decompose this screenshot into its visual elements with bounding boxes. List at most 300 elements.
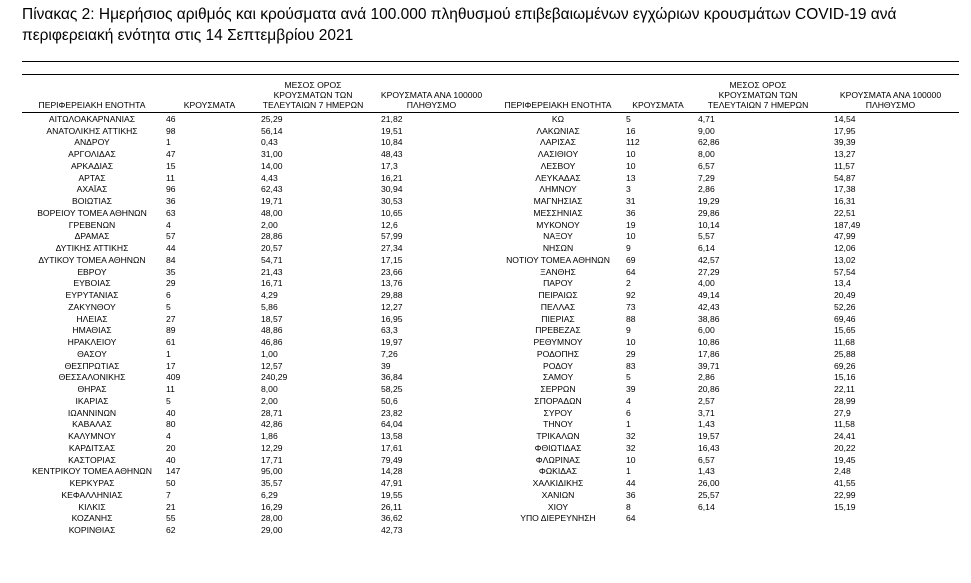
header-avg7-left: ΜΕΣΟΣ ΟΡΟΣ ΚΡΟΥΣΜΑΤΩΝ ΤΩΝ ΤΕΛΕΥΤΑΙΩΝ 7 ΗΜΕΡΩΝ: [257, 80, 369, 113]
unit-cell-right: ΠΑΡΟΥ: [543, 278, 573, 289]
per100k-cell-left: 7,26: [381, 348, 398, 359]
table-row: [22, 325, 959, 337]
header-cases-left: ΚΡΟΥΣΜΑΤΑ: [162, 80, 257, 113]
avg7-cell-left: 42,86: [261, 419, 283, 430]
unit-cell-right: ΦΛΩΡΙΝΑΣ: [535, 454, 581, 465]
avg7-cell-right: 10,86: [698, 337, 720, 348]
unit-cell-left: ΔΡΑΜΑΣ: [74, 231, 110, 242]
unit-cell-left: ΚΑΡΔΙΤΣΑΣ: [68, 442, 116, 453]
unit-cell-left: ΑΧΑΪΑΣ: [76, 184, 108, 195]
avg7-cell-left: 54,71: [261, 254, 283, 265]
cases-cell-left: 20: [166, 442, 176, 453]
per100k-cell-left: 30,53: [381, 196, 403, 207]
table-row: [22, 407, 959, 419]
per100k-cell-right: 69,46: [834, 313, 856, 324]
per100k-cell-left: 27,34: [381, 243, 403, 254]
per100k-cell-right: 20,22: [834, 442, 856, 453]
cases-cell-left: 5: [166, 301, 171, 312]
avg7-cell-right: 20,86: [698, 384, 720, 395]
avg7-cell-left: 28,71: [261, 407, 283, 418]
unit-cell-right: ΦΩΚΙΔΑΣ: [538, 466, 578, 477]
table-row: [22, 513, 959, 525]
unit-cell-right: ΝΗΣΩΝ: [542, 243, 574, 254]
avg7-cell-right: 5,57: [698, 231, 715, 242]
unit-cell-right: ΣΠΟΡΑΔΩΝ: [534, 395, 582, 406]
per100k-cell-left: 50,6: [381, 395, 398, 406]
avg7-cell-left: 25,29: [261, 113, 283, 124]
cases-cell-left: 21: [166, 501, 176, 512]
unit-cell-right: ΦΘΙΩΤΙΔΑΣ: [534, 442, 582, 453]
per100k-cell-left: 14,28: [381, 466, 403, 477]
per100k-cell-right: 22,11: [834, 384, 855, 395]
table-header-row: [22, 80, 959, 113]
cases-cell-right: 39: [626, 384, 636, 395]
table-caption: Πίνακας 2: Ημερήσιος αριθμός και κρούσματα ανά 100.000 πληθυσμού επιβεβαιωμένων εγχώριων κρουσμάτων COVID-19 ανά περιφερειακή ενότητα στις 14 Σεπτεμβρίου 2021: [22, 6, 897, 44]
cases-cell-right: 10: [626, 454, 636, 465]
per100k-cell-left: 23,82: [381, 407, 403, 418]
cases-cell-left: 29: [166, 278, 176, 289]
cases-cell-right: 19: [626, 219, 636, 230]
unit-cell-left: ΑΡΓΟΛΙΔΑΣ: [68, 149, 116, 160]
table-row: [22, 172, 959, 184]
per100k-cell-right: 187,49: [834, 219, 861, 230]
cases-cell-left: 47: [166, 149, 176, 160]
table-row: [22, 125, 959, 137]
avg7-cell-left: 17,71: [261, 454, 283, 465]
cases-cell-left: 11: [166, 384, 175, 395]
header-unit-right: ΠΕΡΙΦΕΡΕΙΑΚΗ ΕΝΟΤΗΤΑ: [494, 80, 622, 113]
table-row: [22, 348, 959, 360]
unit-cell-left: ΕΥΒΟΙΑΣ: [73, 278, 111, 289]
per100k-cell-right: 27,9: [834, 407, 851, 418]
unit-cell-right: ΠΙΕΡΙΑΣ: [541, 313, 575, 324]
per100k-cell-right: 13,4: [834, 278, 851, 289]
avg7-cell-left: 29,00: [261, 525, 283, 536]
avg7-cell-right: 42,43: [698, 301, 720, 312]
cases-cell-right: 10: [626, 160, 636, 171]
per100k-cell-left: 26,11: [381, 501, 402, 512]
cases-cell-left: 147: [166, 466, 181, 477]
avg7-cell-right: 7,29: [698, 172, 715, 183]
per100k-cell-left: 57,99: [381, 231, 403, 242]
cases-cell-right: 10: [626, 337, 636, 348]
avg7-cell-right: [694, 513, 822, 525]
avg7-cell-right: 2,86: [698, 184, 715, 195]
per100k-cell-left: 79,49: [381, 454, 403, 465]
cases-cell-right: 29: [626, 348, 636, 359]
per100k-cell-right: 12,06: [834, 243, 856, 254]
avg7-cell-right: 39,71: [698, 360, 720, 371]
per100k-cell-right: 25,88: [834, 348, 856, 359]
avg7-cell-left: 5,86: [261, 301, 278, 312]
cases-cell-right: [622, 524, 694, 536]
table-row: [22, 466, 959, 478]
table-row: [22, 301, 959, 313]
avg7-cell-left: 6,29: [261, 489, 278, 500]
unit-cell-left: ΑΡΤΑΣ: [78, 172, 106, 183]
avg7-cell-right: 6,14: [698, 501, 715, 512]
per100k-cell-left: 12,6: [381, 219, 398, 230]
table-row: [22, 219, 959, 231]
avg7-cell-left: 46,86: [261, 337, 283, 348]
header-per100k-left: ΚΡΟΥΣΜΑΤΑ ΑΝΑ 100000 ΠΛΗΘΥΣΜΟ: [369, 80, 494, 113]
cases-cell-right: 73: [626, 301, 636, 312]
cases-cell-left: 44: [166, 243, 176, 254]
unit-cell-left: ΚΟΡΙΝΘΙΑΣ: [68, 525, 116, 536]
table-row: [22, 184, 959, 196]
per100k-cell-left: 29,88: [381, 290, 403, 301]
cases-cell-left: 6: [166, 290, 171, 301]
avg7-cell-left: 28,86: [261, 231, 283, 242]
unit-cell-right: ΛΑΡΙΣΑΣ: [540, 137, 576, 148]
avg7-cell-right: 49,14: [698, 290, 720, 301]
cases-cell-right: 8: [626, 501, 631, 512]
per100k-cell-left: 47,91: [381, 478, 403, 489]
per100k-cell-left: 10,65: [381, 207, 403, 218]
per100k-cell-right: 16,31: [834, 196, 856, 207]
cases-cell-left: 5: [166, 395, 171, 406]
avg7-cell-right: 10,14: [698, 219, 720, 230]
cases-cell-left: 409: [166, 372, 181, 383]
header-avg7-right: ΜΕΣΟΣ ΟΡΟΣ ΚΡΟΥΣΜΑΤΩΝ ΤΩΝ ΤΕΛΕΥΤΑΙΩΝ 7 ΗΜΕΡΩΝ: [694, 80, 822, 113]
unit-cell-right: ΧΑΝΙΩΝ: [541, 489, 575, 500]
avg7-cell-left: 12,57: [261, 360, 283, 371]
avg7-cell-right: 8,00: [698, 149, 715, 160]
per100k-cell-right: 19,45: [834, 454, 856, 465]
header-cases-right: ΚΡΟΥΣΜΑΤΑ: [622, 80, 694, 113]
unit-cell-left: ΒΟΙΩΤΙΑΣ: [72, 196, 112, 207]
avg7-cell-right: 2,57: [698, 395, 715, 406]
avg7-cell-left: 1,86: [261, 431, 278, 442]
unit-cell-left: ΙΩΑΝΝΙΝΩΝ: [67, 407, 117, 418]
cases-cell-right: 4: [626, 395, 631, 406]
avg7-cell-right: 4,00: [698, 278, 715, 289]
cases-cell-left: 11: [166, 172, 175, 183]
unit-cell-right: ΠΕΛΛΑΣ: [540, 301, 576, 312]
per100k-cell-left: 21,82: [381, 113, 403, 124]
unit-cell-right: ΚΩ: [551, 113, 565, 124]
cases-cell-right: 112: [626, 137, 640, 148]
unit-cell-left: ΚΟΖΑΝΗΣ: [71, 513, 113, 524]
unit-cell-left: ΗΜΑΘΙΑΣ: [72, 325, 112, 336]
per100k-cell-right: 11,58: [834, 419, 855, 430]
unit-cell-right: ΛΑΣΙΘΙΟΥ: [537, 149, 579, 160]
per100k-cell-right: 41,55: [834, 478, 856, 489]
avg7-cell-left: 56,14: [261, 125, 283, 136]
per100k-cell-left: 10,84: [381, 137, 403, 148]
avg7-cell-left: 16,29: [261, 501, 283, 512]
per100k-cell-right: 13,02: [834, 254, 856, 265]
per100k-cell-right: 15,16: [834, 372, 856, 383]
unit-cell-left: ΕΒΡΟΥ: [77, 266, 107, 277]
avg7-cell-right: 3,71: [698, 407, 715, 418]
unit-cell-left: ΗΛΕΙΑΣ: [76, 313, 108, 324]
per100k-cell-right: 22,99: [834, 489, 856, 500]
per100k-cell-left: 39: [381, 360, 391, 371]
per100k-cell-right: 2,48: [834, 466, 851, 477]
per100k-cell-right: 11,68: [834, 337, 855, 348]
unit-cell-left: ΘΗΡΑΣ: [77, 384, 107, 395]
cases-cell-right: 2: [626, 278, 631, 289]
table-row: [22, 242, 959, 254]
per100k-cell-left: 36,62: [381, 513, 403, 524]
cases-cell-right: 88: [626, 313, 636, 324]
cases-cell-left: 27: [166, 313, 176, 324]
avg7-cell-left: 31,00: [261, 149, 283, 160]
avg7-cell-left: 48,86: [261, 325, 283, 336]
table-row: [22, 430, 959, 442]
avg7-cell-left: 95,00: [261, 466, 283, 477]
table-row: [22, 360, 959, 372]
cases-cell-left: 17: [166, 360, 176, 371]
table-row: [22, 278, 959, 290]
cases-table: [22, 80, 959, 536]
unit-cell-left: ΑΙΤΩΛΟΑΚΑΡΝΑΝΙΑΣ: [48, 113, 136, 124]
per100k-cell-right: 11,57: [834, 160, 855, 171]
cases-cell-right: 3: [626, 184, 631, 195]
avg7-cell-left: 14,00: [261, 160, 283, 171]
cases-cell-left: 80: [166, 419, 176, 430]
cases-cell-left: 36: [166, 196, 176, 207]
avg7-cell-left: 28,00: [261, 513, 283, 524]
per100k-cell-right: 54,87: [834, 172, 856, 183]
avg7-cell-right: [694, 524, 822, 536]
table-row: [22, 289, 959, 301]
per100k-cell-right: 14,54: [834, 113, 856, 124]
unit-cell-right: ΣΕΡΡΩΝ: [540, 384, 576, 395]
avg7-cell-right: 42,57: [698, 254, 720, 265]
unit-cell-left: ΕΥΡΥΤΑΝΙΑΣ: [65, 290, 119, 301]
per100k-cell-left: 19,97: [381, 337, 403, 348]
per100k-cell-left: 16,21: [381, 172, 403, 183]
avg7-cell-right: 19,29: [698, 196, 720, 207]
table-row: [22, 137, 959, 149]
unit-cell-left: ΘΕΣΣΑΛΟΝΙΚΗΣ: [58, 372, 126, 383]
cases-cell-right: 69: [626, 254, 636, 265]
header-rule: [22, 74, 959, 75]
cases-cell-right: 10: [626, 231, 636, 242]
table-row: [22, 454, 959, 466]
avg7-cell-left: 18,57: [261, 313, 283, 324]
per100k-cell-right: 15,65: [834, 325, 856, 336]
unit-cell-left: ΗΡΑΚΛΕΙΟΥ: [67, 337, 117, 348]
per100k-cell-right: [822, 513, 959, 525]
avg7-cell-right: 2,86: [698, 372, 715, 383]
cases-cell-right: 83: [626, 360, 636, 371]
cases-cell-right: 32: [626, 431, 636, 442]
avg7-cell-left: 1,00: [261, 348, 278, 359]
per100k-cell-left: 23,66: [381, 266, 403, 277]
table-row: [22, 383, 959, 395]
unit-cell-left: ΒΟΡΕΙΟΥ ΤΟΜΕΑ ΑΘΗΝΩΝ: [37, 207, 147, 218]
unit-cell-right: ΣΑΜΟΥ: [542, 372, 574, 383]
cases-cell-left: 63: [166, 207, 176, 218]
cases-cell-left: 40: [166, 407, 176, 418]
per100k-cell-right: 69,26: [834, 360, 856, 371]
avg7-cell-left: 62,43: [261, 184, 283, 195]
avg7-cell-right: 1,43: [698, 466, 715, 477]
unit-cell-left: ΑΡΚΑΔΙΑΣ: [70, 160, 114, 171]
top-rule: [22, 61, 959, 62]
avg7-cell-right: 17,86: [698, 348, 720, 359]
unit-cell-right: ΧΙΟΥ: [547, 501, 569, 512]
cases-cell-right: 9: [626, 325, 631, 336]
unit-cell-right: ΠΡΕΒΕΖΑΣ: [535, 325, 581, 336]
header-per100k-right: ΚΡΟΥΣΜΑΤΑ ΑΝΑ 100000 ΠΛΗΘΥΣΜΟ: [822, 80, 959, 113]
per100k-cell-right: 47,99: [834, 231, 856, 242]
unit-cell-right: ΜΑΓΝΗΣΙΑΣ: [533, 196, 583, 207]
table-row: [22, 372, 959, 384]
unit-cell-right: ΥΠΟ ΔΙΕΡΕΥΝΗΣΗ: [520, 513, 596, 524]
avg7-cell-right: 19,57: [698, 431, 720, 442]
cases-cell-right: 36: [626, 489, 636, 500]
table-row: [22, 489, 959, 501]
unit-cell-left: ΔΥΤΙΚΟΥ ΤΟΜΕΑ ΑΘΗΝΩΝ: [38, 254, 146, 265]
unit-cell-left: ΘΑΣΟΥ: [77, 348, 107, 359]
avg7-cell-left: 12,29: [261, 442, 283, 453]
avg7-cell-right: 6,14: [698, 243, 715, 254]
unit-cell-right: ΠΕΙΡΑΙΩΣ: [538, 290, 578, 301]
cases-cell-left: 96: [166, 184, 176, 195]
avg7-cell-left: 240,29: [261, 372, 288, 383]
unit-cell-right: ΛΗΜΝΟΥ: [539, 184, 577, 195]
cases-cell-left: 1: [166, 137, 171, 148]
unit-cell-left: ΙΚΑΡΙΑΣ: [75, 395, 109, 406]
per100k-cell-left: 48,43: [381, 149, 403, 160]
unit-cell-right: ΤΡΙΚΑΛΩΝ: [536, 431, 580, 442]
per100k-cell-right: 28,99: [834, 395, 856, 406]
cases-cell-left: 84: [166, 254, 176, 265]
unit-cell-right: ΡΕΘΥΜΝΟΥ: [533, 337, 583, 348]
unit-cell-left: ΘΕΣΠΡΩΤΙΑΣ: [64, 360, 120, 371]
avg7-cell-right: 26,00: [698, 478, 720, 489]
unit-cell-left: ΔΥΤΙΚΗΣ ΑΤΤΙΚΗΣ: [55, 243, 129, 254]
unit-cell-left: ΚΑΒΑΛΑΣ: [72, 419, 112, 430]
table-row: [22, 419, 959, 431]
cases-cell-right: 36: [626, 207, 636, 218]
per100k-cell-left: 19,51: [381, 125, 403, 136]
table-row: [22, 477, 959, 489]
unit-cell-right: ΛΑΚΩΝΙΑΣ: [536, 125, 580, 136]
cases-cell-right: 9: [626, 243, 631, 254]
cases-cell-left: 40: [166, 454, 176, 465]
avg7-cell-left: 16,71: [261, 278, 283, 289]
per100k-cell-left: 64,04: [381, 419, 403, 430]
unit-cell-left: ΚΕΝΤΡΙΚΟΥ ΤΟΜΕΑ ΑΘΗΝΩΝ: [32, 466, 152, 477]
per100k-cell-left: 16,95: [381, 313, 403, 324]
unit-cell-right: ΣΥΡΟΥ: [543, 407, 573, 418]
cases-cell-left: 15: [166, 160, 176, 171]
avg7-cell-right: 62,86: [698, 137, 720, 148]
per100k-cell-right: 39,39: [834, 137, 856, 148]
avg7-cell-right: 1,43: [698, 419, 715, 430]
per100k-cell-left: 63,3: [381, 325, 398, 336]
table-row: [22, 195, 959, 207]
avg7-cell-right: 6,00: [698, 325, 715, 336]
table-row: [22, 160, 959, 172]
avg7-cell-left: 21,43: [261, 266, 283, 277]
cases-cell-left: 62: [166, 525, 176, 536]
table-row: [22, 336, 959, 348]
avg7-cell-right: 25,57: [698, 489, 720, 500]
table-row: [22, 266, 959, 278]
unit-cell-right: ΡΟΔΟΠΗΣ: [536, 348, 580, 359]
cases-cell-left: 98: [166, 125, 176, 136]
table-row: [22, 395, 959, 407]
per100k-cell-right: 20,49: [834, 290, 856, 301]
unit-cell-left: ΚΕΦΑΛΛΗΝΙΑΣ: [61, 489, 123, 500]
table-row: [22, 148, 959, 160]
table-row: [22, 254, 959, 266]
per100k-cell-left: 58,25: [381, 384, 403, 395]
unit-cell-right: ΜΕΣΣΗΝΙΑΣ: [533, 207, 583, 218]
per100k-cell-left: 19,55: [381, 489, 403, 500]
per100k-cell-left: 17,61: [381, 442, 403, 453]
avg7-cell-left: 20,57: [261, 243, 283, 254]
cases-cell-right: 13: [626, 172, 636, 183]
unit-cell-left: ΑΝΔΡΟΥ: [74, 137, 110, 148]
per100k-cell-right: 52,26: [834, 301, 856, 312]
avg7-cell-right: 9,00: [698, 125, 715, 136]
cases-cell-right: 16: [626, 125, 636, 136]
avg7-cell-left: 4,43: [261, 172, 278, 183]
unit-cell-right: ΧΑΛΚΙΔΙΚΗΣ: [532, 478, 584, 489]
per100k-cell-right: 24,41: [834, 431, 856, 442]
avg7-cell-left: 19,71: [261, 196, 283, 207]
per100k-cell-right: 22,51: [834, 207, 856, 218]
cases-cell-left: 4: [166, 431, 171, 442]
avg7-cell-left: 48,00: [261, 207, 283, 218]
per100k-cell-left: 12,27: [381, 301, 403, 312]
unit-cell-right: ΝΑΞΟΥ: [543, 231, 573, 242]
cases-cell-left: 55: [166, 513, 176, 524]
per100k-cell-left: 36,84: [381, 372, 403, 383]
per100k-cell-left: 13,76: [381, 278, 403, 289]
unit-cell-right: ΜΥΚΟΝΟΥ: [536, 219, 580, 230]
cases-cell-right: 64: [626, 266, 636, 277]
cases-cell-left: 35: [166, 266, 176, 277]
avg7-cell-right: 29,86: [698, 207, 720, 218]
avg7-cell-right: 16,43: [698, 442, 720, 453]
cases-cell-left: 7: [166, 489, 171, 500]
unit-cell-left: ΓΡΕΒΕΝΩΝ: [68, 219, 116, 230]
per100k-cell-left: 13,58: [381, 431, 403, 442]
per100k-cell-left: 17,15: [381, 254, 403, 265]
table-body: [22, 113, 959, 537]
per100k-cell-right: 17,38: [834, 184, 856, 195]
per100k-cell-left: 30,94: [381, 184, 403, 195]
header-unit-left: ΠΕΡΙΦΕΡΕΙΑΚΗ ΕΝΟΤΗΤΑ: [22, 80, 162, 113]
unit-cell-left: ΚΑΣΤΟΡΙΑΣ: [68, 454, 116, 465]
per100k-cell-right: 17,95: [834, 125, 856, 136]
cases-cell-left: 4: [166, 219, 171, 230]
cases-cell-right: 5: [626, 372, 631, 383]
table-row: [22, 313, 959, 325]
per100k-cell-right: 57,54: [834, 266, 856, 277]
cases-cell-right: 31: [626, 196, 636, 207]
cases-cell-right: 10: [626, 149, 636, 160]
avg7-cell-right: 4,71: [698, 113, 715, 124]
cases-cell-right: 32: [626, 442, 636, 453]
unit-cell-right: ΞΑΝΘΗΣ: [540, 266, 576, 277]
cases-cell-right: 6: [626, 407, 631, 418]
cases-cell-left: 46: [166, 113, 176, 124]
per100k-cell-right: 15,19: [834, 501, 856, 512]
avg7-cell-left: 4,29: [261, 290, 278, 301]
unit-cell-left: ΚΑΛΥΜΝΟΥ: [68, 431, 116, 442]
unit-cell-left: ΖΑΚΥΝΘΟΥ: [68, 301, 116, 312]
unit-cell-left: ΑΝΑΤΟΛΙΚΗΣ ΑΤΤΙΚΗΣ: [46, 125, 138, 136]
